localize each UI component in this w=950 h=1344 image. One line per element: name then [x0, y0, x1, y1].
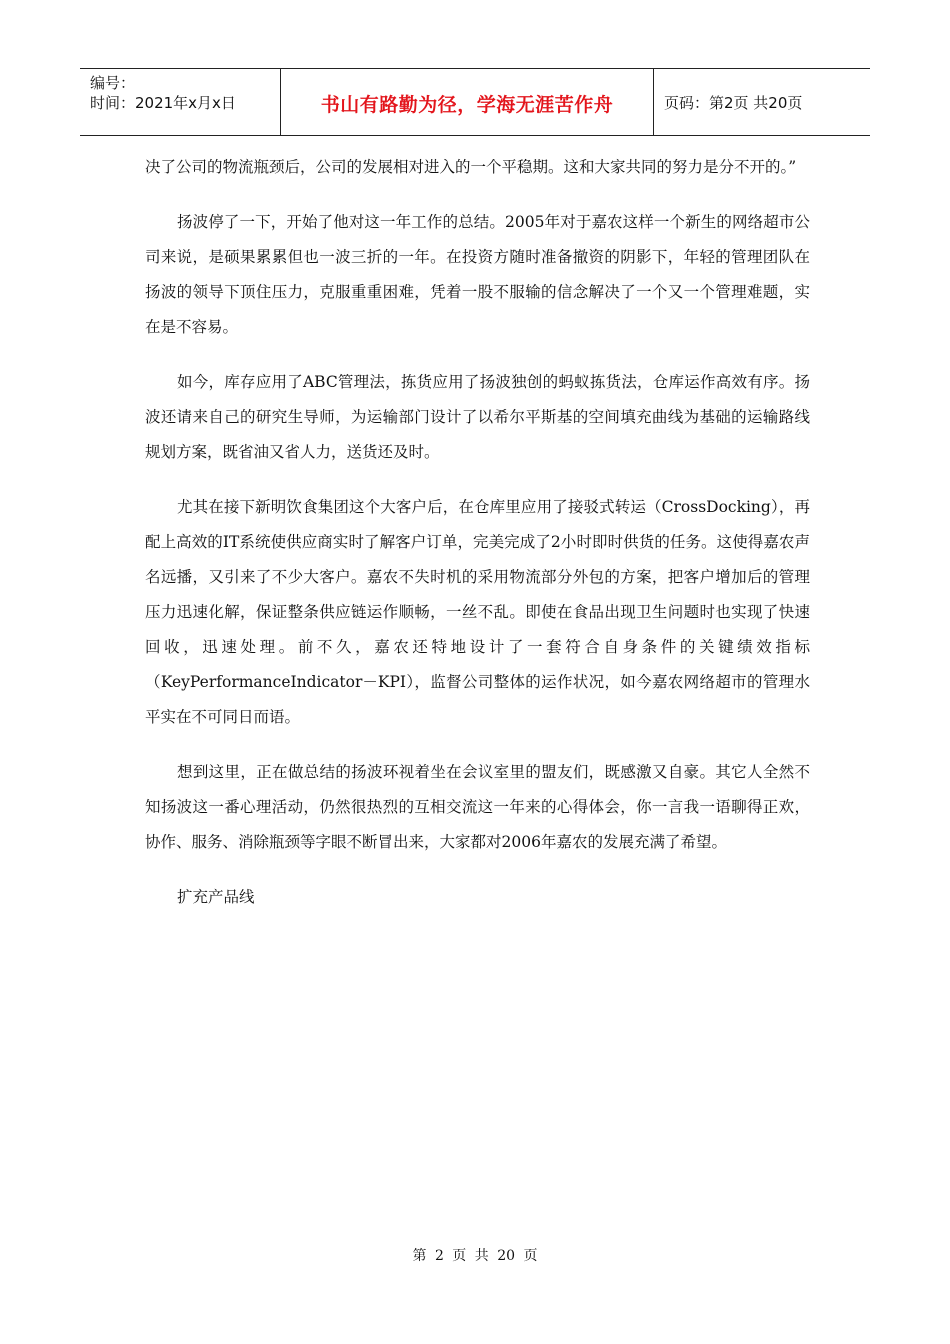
paragraph: 想到这里，正在做总结的扬波环视着坐在会议室里的盟友们，既感激又自豪。其它人全然不知扬波这一番心理活动，仍然很热烈的互相交流这一年来的心得体会，你一言我一语聊得正欢，协作、服务、消除瓶颈等字眼不断冒出来，大家都对2006年嘉农的发展充满了希望。	[145, 763, 810, 851]
document-date-label: 时间：2021年x月x日	[90, 94, 236, 112]
paragraph-continuation: 决了公司的物流瓶颈后，公司的发展相对进入的一个平稳期。这和大家共同的努力是分不开的。”	[145, 158, 797, 176]
paragraph: 如今，库存应用了ABC管理法，拣货应用了扬波独创的蚂蚁拣货法，仓库运作高效有序。扬波还请来自己的研究生导师，为运输部门设计了以希尔平斯基的空间填充曲线为基础的运输路线规划方案，既省油又省人力，送货还及时。	[145, 373, 810, 461]
paragraph: 扬波停了一下，开始了他对这一年工作的总结。2005年对于嘉农这样一个新生的网络超市公司来说，是硕果累累但也一波三折的一年。在投资方随时准备撤资的阴影下，年轻的管理团队在扬波的领导下顶住压力，克服重重困难，凭着一股不服输的信念解决了一个又一个管理难题，实在是不容易。	[145, 213, 810, 336]
header-page-info-cell	[654, 69, 870, 135]
header-page-info: 页码：第2页 共20页	[664, 93, 803, 112]
header-motto-cell	[281, 69, 654, 135]
section-heading: 扩充产品线	[177, 888, 255, 906]
header-left-cell	[80, 69, 281, 135]
document-number-label: 编号：	[90, 74, 136, 92]
paragraph: 尤其在接下新明饮食集团这个大客户后，在仓库里应用了接驳式转运（CrossDocking），再配上高效的IT系统使供应商实时了解客户订单，完美完成了2小时即时供货的任务。这使得嘉农声名远播，又引来了不少大客户。嘉农不失时机的采用物流部分外包的方案，把客户增加后的管理压力迅速化解，保证整条供应链运作顺畅，一丝不乱。即使在食品出现卫生问题时也实现了快速回收，迅速处理。前不久，嘉农还特地设计了一套符合自身条件的关键绩效指标（KeyPerformanceIndicator－KPI），监督公司整体的运作状况，如今嘉农网络超市的管理水平实在不可同日而语。	[145, 498, 810, 726]
header-table	[80, 68, 870, 136]
document-body	[145, 150, 810, 935]
page-footer: 第 2 页 共 20 页	[412, 1248, 538, 1264]
header-motto: 书山有路勤为径，学海无涯苦作舟	[320, 93, 614, 116]
